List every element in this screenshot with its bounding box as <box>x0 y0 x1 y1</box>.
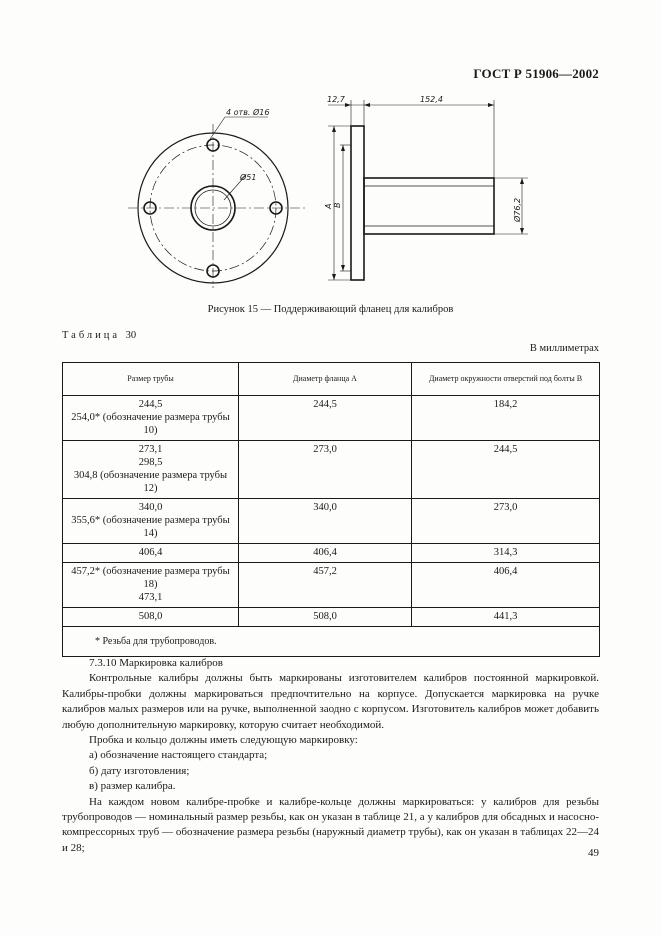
table-row <box>63 608 600 627</box>
footnote-row <box>63 627 600 657</box>
table-row <box>63 441 600 499</box>
dim-b-label: B <box>333 202 342 208</box>
section-text <box>62 656 599 856</box>
figure-caption: Рисунок 15 — Поддерживающий фланец для калибров <box>207 304 454 315</box>
table-row <box>63 544 600 563</box>
table-label-number: 30 <box>125 330 137 341</box>
cell-flange-diameter: 508,0 <box>239 608 412 627</box>
section-heading: 7.3.10 Маркировка калибров <box>89 657 223 669</box>
pipe-diameter-label: Ø76,2 <box>513 197 522 222</box>
standard-designation: ГОСТ Р 51906—2002 <box>473 66 599 81</box>
list-item: в) размер калибра. <box>89 780 176 793</box>
cell-bolt-circle-diameter: 406,4 <box>412 563 600 608</box>
table-row <box>63 499 600 544</box>
cell-pipe-size: 508,0 <box>63 608 239 627</box>
thickness-label: 12,7 <box>327 95 345 104</box>
list-item: а) обозначение настоящего стандарта; <box>89 749 268 762</box>
header-flange-diameter: Диаметр фланца A <box>239 363 412 396</box>
cell-bolt-circle-diameter: 441,3 <box>412 608 600 627</box>
cell-flange-diameter: 273,0 <box>239 441 412 499</box>
cell-bolt-circle-diameter: 244,5 <box>412 441 600 499</box>
cell-bolt-circle-diameter: 184,2 <box>412 396 600 441</box>
paragraph-3: На каждом новом калибре-пробке и калибре-кольце должны маркироваться: у калибров для резьбы трубопроводов — номинальный размер резьбы, как он указан в таблице 21, а у калибров для обсадных и насосно-компрессорных труб — обозначение размера резьбы (наружный диаметр трубы), как он указан в таблицах 22—24 и 28; <box>62 795 599 854</box>
flange-drawing <box>128 90 538 290</box>
header-pipe-size: Размер трубы <box>63 363 239 396</box>
pipe-body <box>364 178 494 234</box>
header-bolt-circle-diameter: Диаметр окружности отверстий под болты B <box>412 363 600 396</box>
cell-flange-diameter: 457,2 <box>239 563 412 608</box>
cell-pipe-size: 273,1 298,5 304,8 (обозначение размера трубы 12) <box>63 441 239 499</box>
cell-bolt-circle-diameter: 273,0 <box>412 499 600 544</box>
table-row <box>63 396 600 441</box>
bore-label: Ø51 <box>240 173 257 182</box>
paragraph-2: Пробка и кольцо должны иметь следующую маркировку: <box>89 734 358 747</box>
holes-label: 4 отв. Ø16 <box>226 108 270 117</box>
data-table <box>62 362 600 657</box>
length-label: 152,4 <box>420 95 443 104</box>
table-label <box>62 330 136 341</box>
cell-flange-diameter: 244,5 <box>239 396 412 441</box>
table-header-row <box>63 363 600 396</box>
dim-a-label: A <box>324 203 333 209</box>
cell-flange-diameter: 340,0 <box>239 499 412 544</box>
page-number: 49 <box>588 847 599 859</box>
list-item: б) дату изготовления; <box>89 764 190 777</box>
cell-flange-diameter: 406,4 <box>239 544 412 563</box>
flange-plate <box>351 126 364 280</box>
paragraph-1: Контрольные калибры должны быть маркированы изготовителем калибров постоянной маркировкой. Калибры-пробки должны маркироваться предпочтительно на корпусе. Допускается маркировка на ручке калибров малых размеров или на ручке, выполненной заодно с корпусом. Изготовитель калибров может добавить любую дополнительную маркировку, которую считает необходимой. <box>62 672 599 731</box>
cell-bolt-circle-diameter: 314,3 <box>412 544 600 563</box>
cell-pipe-size: 457,2* (обозначение размера трубы 18) 473,1 <box>63 563 239 608</box>
table-label-word: Таблица <box>62 330 121 341</box>
table-units: В миллиметрах <box>529 343 599 354</box>
cell-pipe-size: 244,5 254,0* (обозначение размера трубы 10) <box>63 396 239 441</box>
table-row <box>63 563 600 608</box>
cell-pipe-size: 406,4 <box>63 544 239 563</box>
table-footnote: * Резьба для трубопроводов. <box>63 627 600 657</box>
cell-pipe-size: 340,0 355,6* (обозначение размера трубы 14) <box>63 499 239 544</box>
